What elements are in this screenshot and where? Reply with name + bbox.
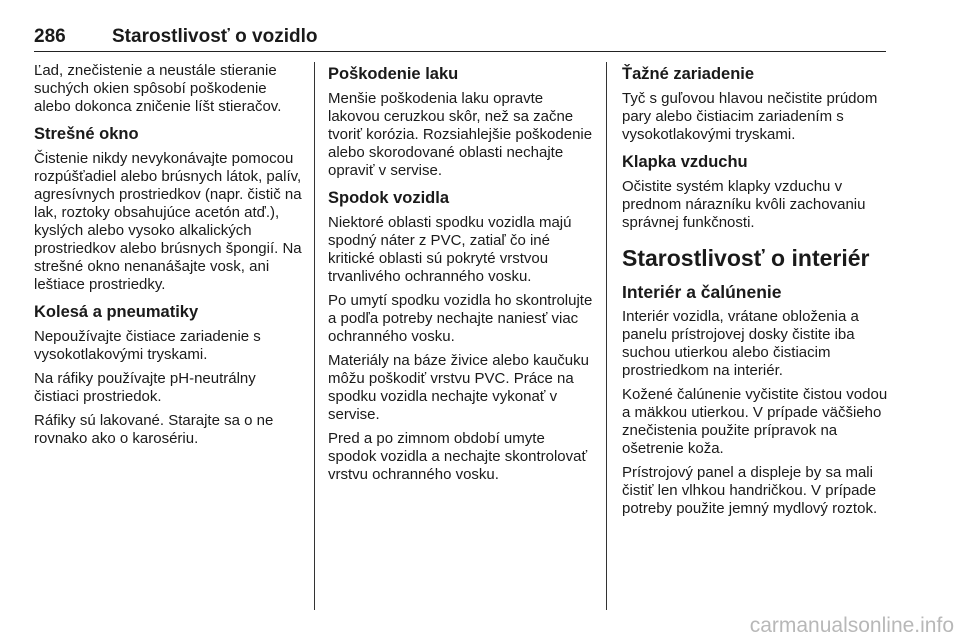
paragraph-upholstery-3: Prístrojový panel a displeje by sa mali čistiť len vlhkou handričkou. V prípade potreby použite jemný mydlový roztok. <box>622 464 878 517</box>
paragraph-upholstery-2: Kožené čalúnenie vyčistite čistou vodou a mäkkou utierkou. V prípade väčšieho znečistenia použite prípravok na ošetrenie koža. <box>622 386 888 457</box>
paragraph-underbody-1: Niektoré oblasti spodku vozidla majú spodný náter z PVC, zatiaľ čo iné kritické oblasti sú pokryté vrstvou trvanlivého ochranného vosku. <box>328 214 572 285</box>
page-header <box>34 26 886 54</box>
paragraph-towing-device: Tyč s guľovou hlavou nečistite prúdom pary alebo čistiacim zariadením s vysokotlakovými tryskami. <box>622 90 878 143</box>
watermark-text: carmanualsonline.info <box>749 614 954 637</box>
column-divider-1 <box>314 62 315 610</box>
paragraph-air-flap: Očistite systém klapky vzduchu v prednom nárazníku kvôli zachovaniu správnej funkčnosti. <box>622 178 866 231</box>
column-right <box>622 62 890 524</box>
column-left <box>34 62 304 454</box>
paragraph-paint-damage: Menšie poškodenia laku opravte lakovou ceruzkou skôr, než sa začne tvoriť korózia. Rozsiahlejšie poškodenie alebo skorodované oblasti nechajte opraviť v servise. <box>328 90 593 179</box>
heading-paint-damage: Poškodenie laku <box>328 65 459 83</box>
heading-underbody: Spodok vozidla <box>328 189 450 207</box>
heading-interior-upholstery: Interiér a čalúnenie <box>622 282 782 302</box>
header-divider <box>34 51 886 52</box>
column-divider-2 <box>606 62 607 610</box>
heading-wheels-tyres: Kolesá a pneumatiky <box>34 303 199 321</box>
heading-sunroof: Strešné okno <box>34 125 139 143</box>
column-middle <box>328 62 596 490</box>
paragraph-wheels-1: Nepoužívajte čistiace zariadenie s vysokotlakovými tryskami. <box>34 328 261 363</box>
heading-air-flap: Klapka vzduchu <box>622 153 748 171</box>
chapter-title: Starostlivosť o vozidlo <box>112 26 318 47</box>
paragraph-underbody-2: Po umytí spodku vozidla ho skontrolujte a podľa potreby nechajte naniesť viac ochranného vosku. <box>328 292 593 345</box>
heading-towing-device: Ťažné zariadenie <box>622 65 755 83</box>
paragraph-wheels-2: Na ráfiky používajte pH-neutrálny čistiaci prostriedok. <box>34 370 256 405</box>
paragraph-wheels-3: Ráfiky sú lakované. Starajte sa o ne rovnako ako o karosériu. <box>34 412 274 447</box>
paragraph-wipers: Ľad, znečistenie a neustále stieranie suchých okien spôsobí poškodenie alebo dokonca zničenie líšt stieračov. <box>34 62 282 115</box>
paragraph-sunroof: Čistenie nikdy nevykonávajte pomocou rozpúšťadiel alebo brúsnych látok, palív, agresívnych prostriedkov (napr. čistič na lak, roztoky obsahujúce acetón atď.), kyslých alebo vysoko alkalických prostriedkov alebo brúsnych špongií. Na strešné okno nenanášajte vosk, ani leštiace prostriedky. <box>34 150 302 293</box>
paragraph-underbody-4: Pred a po zimnom období umyte spodok vozidla a nechajte skontrolovať vrstvu ochranného vosku. <box>328 430 588 483</box>
paragraph-underbody-3: Materiály na báze živice alebo kaučuku môžu poškodiť vrstvu PVC. Práce na spodku vozidla nechajte vykonať v servise. <box>328 352 589 423</box>
page-number: 286 <box>34 26 66 47</box>
heading-interior-care: Starostlivosť o interiér <box>622 245 870 271</box>
paragraph-upholstery-1: Interiér vozidla, vrátane obloženia a panelu prístrojovej dosky čistite iba suchou utierkou alebo čistiacim prostriedkom na interiér. <box>622 308 859 379</box>
